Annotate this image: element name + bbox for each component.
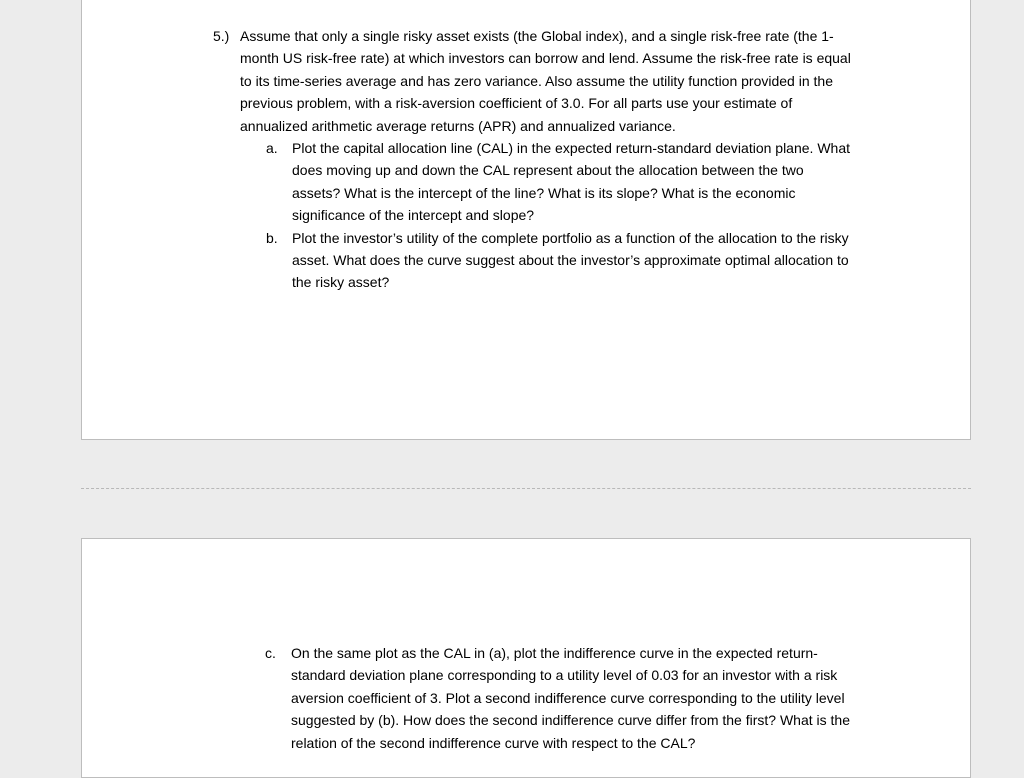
part-text: Plot the capital allocation line (CAL) in the expected return-standard deviation plane. What does moving up and down the CAL represent about the allocation between the two assets? What is the intercept of the line? What is its slope? What is the economic significance of the intercept and slope? [292,140,850,224]
question-part-c [265,642,853,754]
question-5 [213,25,853,294]
part-letter: c. [265,645,276,661]
part-text: Plot the investor’s utility of the complete portfolio as a function of the allocation to the risky asset. What does the curve suggest about the investor’s approximate optimal allocation to the risky asset? [292,229,849,291]
part-letter: b. [266,229,278,246]
document-page-1 [81,0,971,440]
question-number: 5.) [213,28,230,44]
page-break-divider [81,488,971,489]
part-letter: a. [266,140,278,157]
question-5-continued [213,642,853,754]
question-5-stem [213,25,853,137]
question-text: Assume that only a single risky asset exists (the Global index), and a single risk-free rate (the 1-month US risk-free rate) at which investors can borrow and lend. Assume the risk-free rate is equal to its time-series average and has zero variance. Also assume the utility function provided in the previous problem, with a risk-aversion coefficient of 3.0. For all parts use your estimate of annualized arithmetic average returns (APR) and annualized variance. [240,28,851,134]
document-page-2 [81,538,971,778]
question-part-b [266,227,853,294]
question-part-a [266,137,853,227]
part-text: On the same plot as the CAL in (a), plot the indifference curve in the expected return-standard deviation plane corresponding to a utility level of 0.03 for an investor with a risk aversion coefficient of 3. Plot a second indifference curve corresponding to the utility level suggested by (b). How does the second indifference curve differ from the first? What is the relation of the second indifference curve with respect to the CAL? [291,645,850,751]
